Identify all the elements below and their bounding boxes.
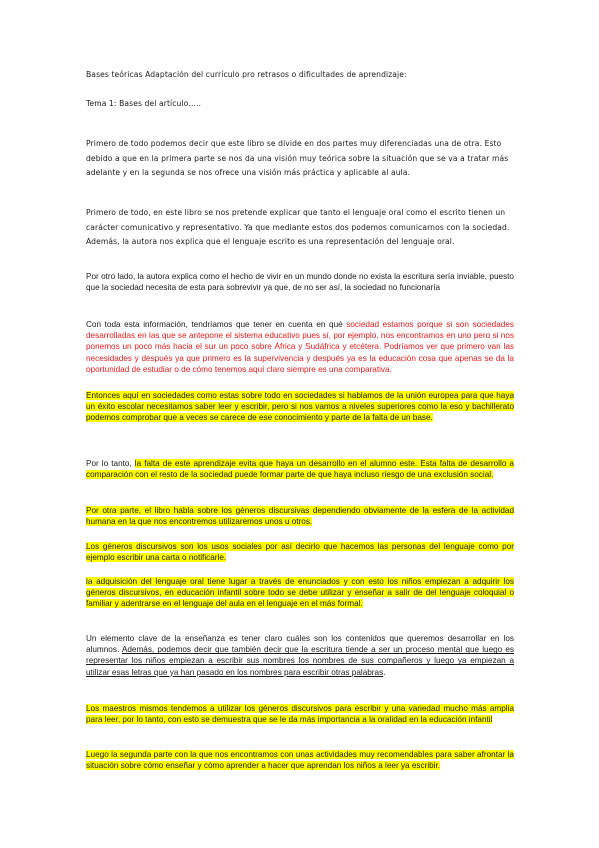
paragraph-4-text: Con toda esta información, tendríamos que tener en cuenta en qué bbox=[86, 320, 347, 329]
paragraph-6 bbox=[86, 458, 514, 480]
paragraph-10-text: Un elemento clave de la enseñanza es tener claro cuáles son los contenidos que queremos desarrollar en los alumnos. bbox=[86, 634, 514, 655]
paragraph-4-red-text: sociedad estamos porque si son sociedades desarrolladas en las que se antepone el sistema educativo pues sí, por ejemplo, nos encontramos en uno pero si nos ponemos un poco más hacia el sur un poco sobre África y Sudáfrica y etcétera. Podríamos ver que primero van las necesidades y después ya que primero es la supervivencia y después ya es la educación cosa que apenas se da la oportunidad de estudiar o de cómo tenemos aquí claro siempre es una comparativa. bbox=[86, 320, 514, 374]
paragraph-2: Primero de todo, en este libro se nos pretende explicar que tanto el lenguaje oral como el escrito tienen un carácter comunicativo y representativo. Ya que mediante estos dos podemos comunicarnos con la sociedad. Además, la autora nos explica que el lenguaje escrito es una representación del lenguaje oral. bbox=[86, 208, 510, 246]
paragraph-4 bbox=[86, 319, 514, 375]
paragraph-12 bbox=[86, 749, 514, 771]
paragraph-12-text: Luego la segunda parte con la que nos encontramos con unas actividades muy recomendables para saber afrontar la situación sobre cómo enseñar y cómo aprender a hacer que aprendan los niños a leer ya escribir. bbox=[86, 750, 514, 771]
paragraph-11-text: Los maestros mismos tendemos a utilizar los géneros discursivos para escribir y una variedad mucho más amplia para leer, por lo tanto, con esto se demuestra que se le da más importancia a la oralidad en la educación infantil bbox=[86, 704, 514, 725]
paragraph-9 bbox=[86, 576, 514, 610]
paragraph-10-underlined: Además, podemos decir que también decir que la escritura tiende a ser un proceso mental que luego es representar los niños empiezan a escribir sus nombres los nombres de sus compañeros y luego ya empiezan a utilizar esas letras que ya han pasado en los nombres para escribir otras palabras bbox=[86, 645, 514, 677]
paragraph-6-highlight: la falta de este aprendizaje evita que haya un desarrollo en el alumno este. Esta falta de desarrollo a comparación con el resto de la sociedad puede formar parte de que haya incluso riesgo de una exclusión social. bbox=[86, 459, 514, 480]
paragraph-5 bbox=[86, 390, 514, 424]
paragraph-8 bbox=[86, 541, 514, 563]
paragraph-3: Por otro lado, la autora explica como el hecho de vivir en un mundo donde no exista la escritura sería inviable, puesto que la sociedad necesita de esta para sobrevivir ya que, de no ser así, la sociedad no funcionaría bbox=[86, 272, 514, 293]
paragraph-10-end: . bbox=[383, 667, 386, 677]
paragraph-10 bbox=[86, 633, 514, 678]
paragraph-6-text: Por lo tanto, bbox=[86, 459, 135, 468]
paragraph-5-text: Entonces aquí en sociedades como estas sobre todo en sociedades si hablamos de la unión europea para que haya un éxito escolar necesitamos saber leer y escribir, pero si nos vamos a niveles superiores como la eso y bachillerato podemos comprobar que a veces se carece de ese conocimiento y parte de la falta de un base. bbox=[86, 391, 514, 423]
paragraph-11 bbox=[86, 703, 514, 725]
paragraph-8-text: Los géneros discursivos son los usos sociales por así decirlo que hacemos las personas del lenguaje como por ejemplo escribir una carta o notificarle. bbox=[86, 542, 514, 563]
paragraph-9-text: la adquisición del lenguaje oral tiene lugar a través de enunciados y con esto los niños empiezan a adquirir los géneros discursivos, en educación infantil sobre todo se debe utilizar y enseñar a salir de del lenguaje coloquial o familiar y adentrarse en el lenguaje del aula en el lenguaje en el más formal. bbox=[86, 577, 514, 609]
document-title: Bases teóricas Adaptación del currículo pro retrasos o dificultades de aprendizaje: bbox=[86, 70, 407, 79]
section-heading: Tema 1: Bases del artículo….. bbox=[86, 99, 202, 108]
paragraph-7 bbox=[86, 505, 514, 527]
paragraph-7-text: Por otra parte, el libro habla sobre los géneros discursivas dependiendo obviamente de la esfera de la actividad humana en la que nos encontremos utilizaremos unos u otros. bbox=[86, 506, 514, 527]
paragraph-1: Primero de todo podemos decir que este libro se divide en dos partes muy diferenciadas una de otra. Esto debido a que en la primera parte se nos da una visión muy teórica sobre la situación que se va a tratar más adelante y en la segunda se nos ofrece una visión más práctica y aplicable al aula. bbox=[86, 139, 509, 177]
